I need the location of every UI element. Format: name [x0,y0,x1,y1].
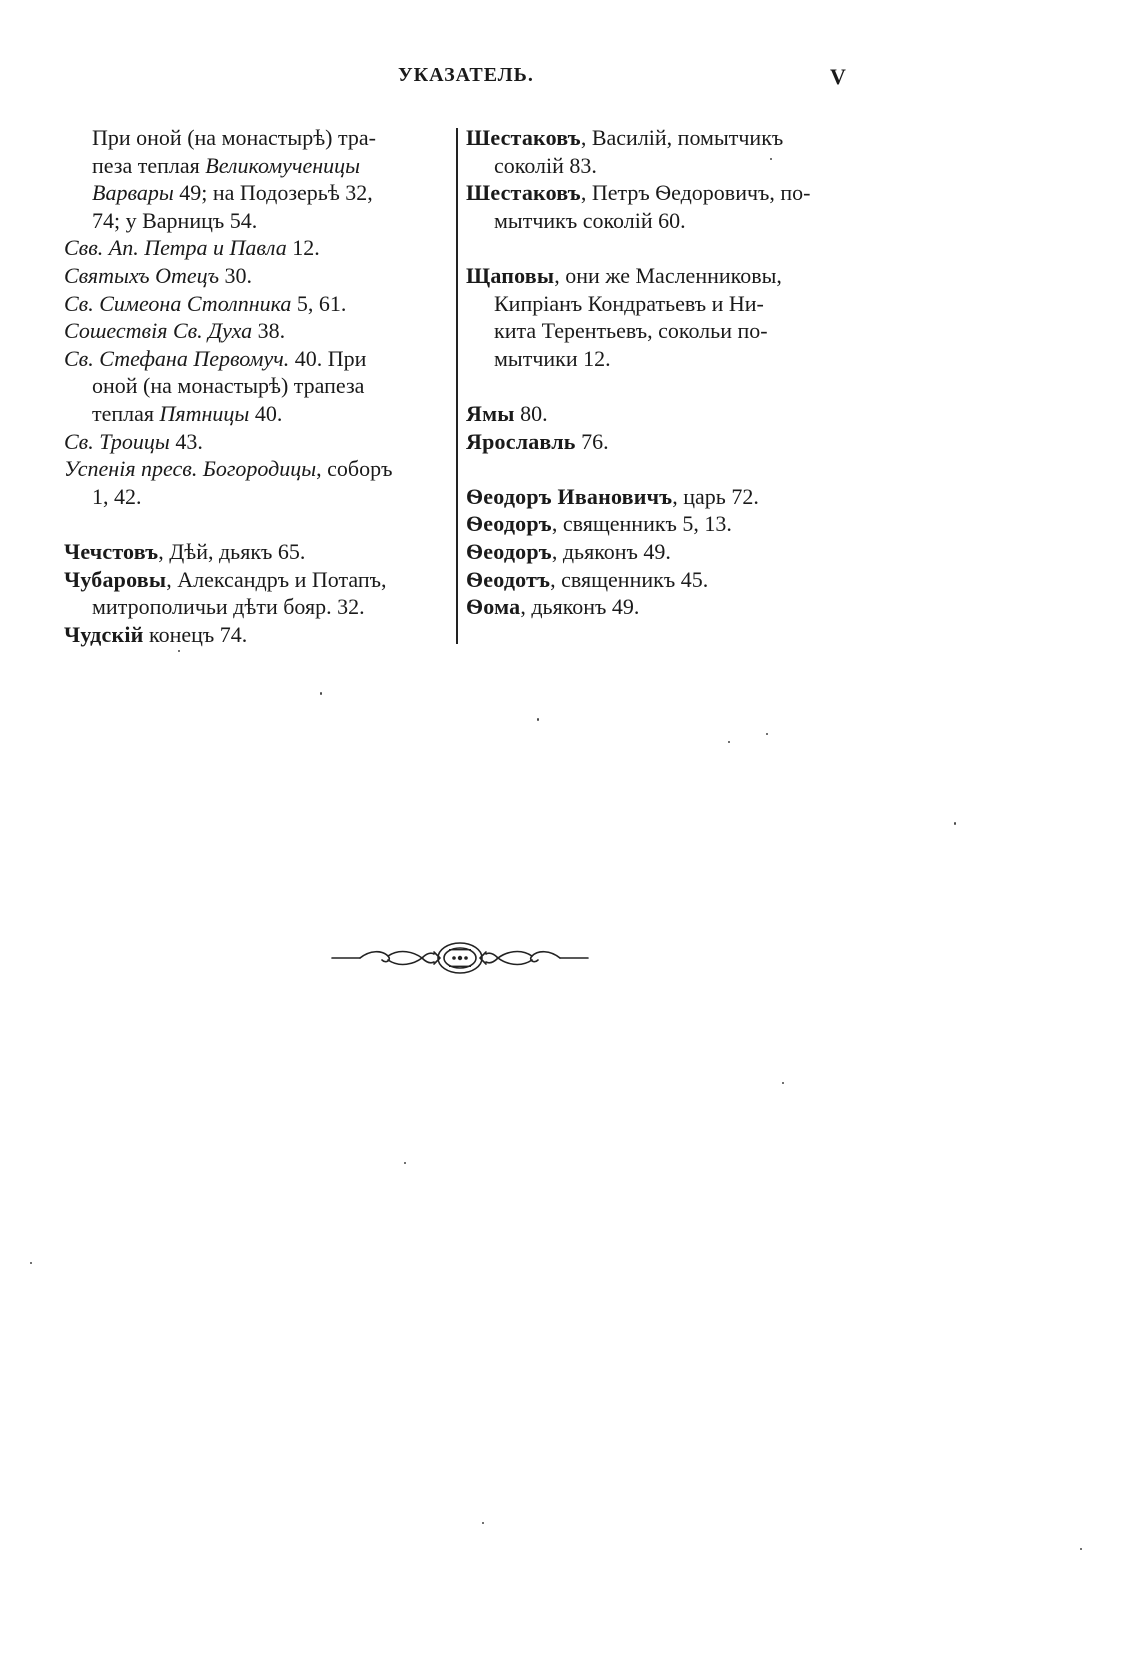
scan-speck [404,1162,406,1164]
index-column-left [64,124,452,648]
index-line: теплая Пятницы 40. [92,400,283,426]
index-line: соколій 83. [494,152,597,178]
index-entry: Свв. Ап. Петра и Павла 12. [64,235,320,261]
scan-speck [537,718,539,721]
index-entry: Успенія пресв. Богородицы, соборъ [64,456,393,482]
index-entry: Чечстовъ, Дѣй, дьякъ 65. [64,538,306,564]
index-column-right [466,124,846,621]
section-gap [64,510,452,538]
index-entry: Ярославль 76. [466,428,609,454]
section-gap [466,372,846,400]
index-line: 74; у Варницъ 54. [92,207,258,233]
index-line: оной (на монастырѣ) трапеза [92,373,365,399]
index-entry: Ѳеодоръ, священникъ 5, 13. [466,511,732,537]
index-entry: Чудскій конецъ 74. [64,621,248,647]
index-entry: Св. Троицы 43. [64,428,203,454]
scan-speck [954,822,956,825]
index-entry: Ѳома, дьяконъ 49. [466,594,640,620]
index-entry: Ямы 80. [466,400,548,426]
index-line: мытчики 12. [494,345,611,371]
scan-speck [766,733,768,735]
index-entry: Святыхъ Отецъ 30. [64,262,253,288]
scan-speck [770,158,772,160]
index-line: Варвары 49; на Подозерьѣ 32, [92,180,373,206]
scan-speck [30,1262,32,1264]
page-number: V [830,64,846,89]
index-entry: Шестаковъ, Петръ Ѳедоровичъ, по- [466,180,811,206]
index-line: митрополичьи дѣти бояр. 32. [92,594,365,620]
index-entry: Сошествія Св. Духа 38. [64,318,286,344]
index-entry: Ѳеодоръ, дьяконъ 49. [466,538,671,564]
index-entry: Ѳеодоръ Ивановичъ, царь 72. [466,483,759,509]
scan-speck [782,1082,784,1084]
section-gap [466,455,846,483]
index-entry: Щаповы, они же Масленниковы, [466,262,782,288]
running-head: УКАЗАТЕЛЬ. [398,64,534,86]
section-gap [466,234,846,262]
index-line: мытчикъ соколій 60. [494,207,686,233]
index-entry: Чубаровы, Александръ и Потапъ, [64,566,387,592]
index-line: пеза теплая Великомученицы [92,152,361,178]
scan-speck [482,1522,484,1524]
index-line: При оной (на монастырѣ) тра- [92,125,376,150]
index-line: 1, 42. [92,483,142,509]
column-divider [456,128,458,644]
index-line: Кипріанъ Кондратьевъ и Ни- [494,290,764,316]
index-entry: Св. Стефана Первомуч. 40. При [64,345,367,371]
index-line: кита Терентьевъ, сокольи по- [494,318,768,344]
index-entry: Св. Симеона Столпника 5, 61. [64,290,347,316]
scan-speck [728,741,730,743]
scan-speck [320,692,322,695]
scan-speck [1080,1548,1082,1550]
ornamental-divider-icon [330,938,590,978]
index-entry: Ѳеодотъ, священникъ 45. [466,566,709,592]
scan-speck [178,650,180,652]
index-entry: Шестаковъ, Василій, помытчикъ [466,125,784,150]
